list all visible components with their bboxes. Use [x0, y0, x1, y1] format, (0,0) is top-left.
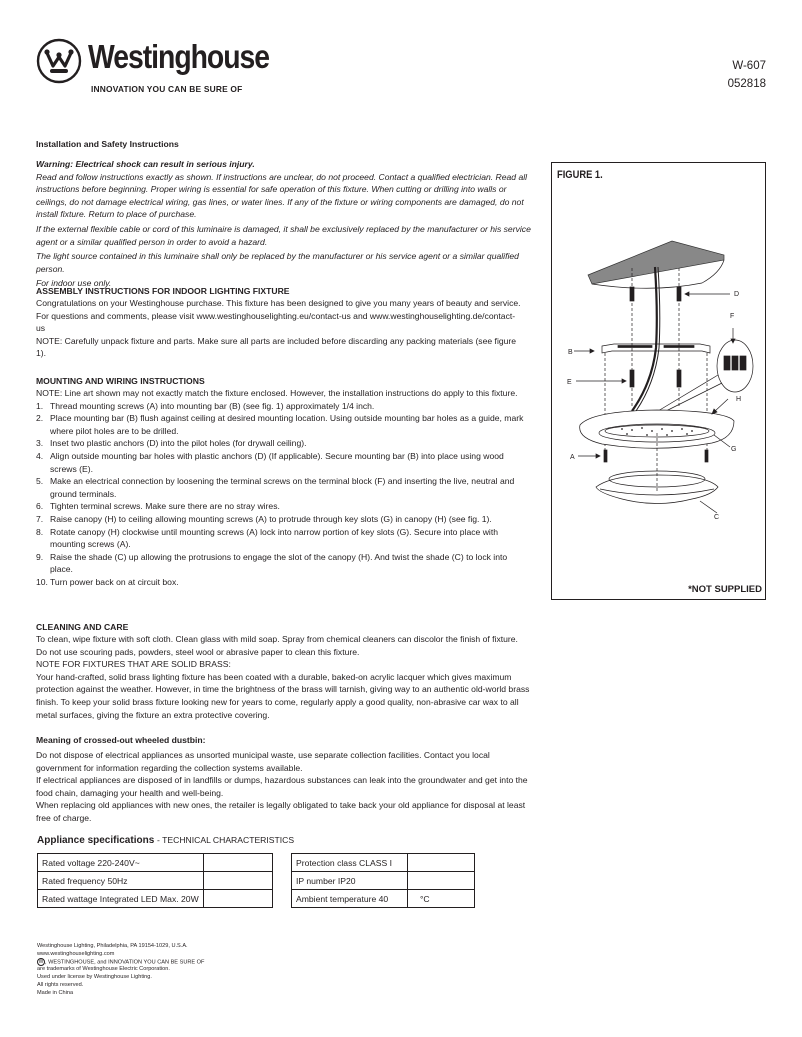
paragraph: When replacing old appliances with new ones, the retailer is legally obligated to take back your old appliance for disposal at least free of charge. [36, 800, 526, 823]
table-row [38, 854, 273, 872]
specs-table-right [291, 853, 475, 908]
spec-value-cell [203, 872, 272, 890]
mounting-screw-icon [705, 450, 708, 462]
spec-cell: Protection class CLASS I [292, 854, 408, 872]
step-text: Tighten terminal screws. Make sure there are no stray wires. [50, 501, 280, 512]
paragraph: The light source contained in this luminaire shall only be replaced by the manufacturer or his service agent or a similar qualified person. [36, 251, 519, 274]
step-number: 8. [36, 526, 44, 537]
step-item [36, 450, 530, 475]
spec-value-cell [408, 872, 475, 890]
paragraph: Do not dispose of electrical appliances as unsorted municipal waste, use separate collection facilities. Contact you local government for information regarding the collection systems available. [36, 750, 490, 773]
wood-screw-icon [630, 370, 634, 387]
table-row [292, 854, 475, 872]
step-text: Raise canopy (H) to ceiling allowing mounting screws (A) to protrude through key slots (G) in canopy (H) (see fig. 1). [50, 513, 492, 524]
westinghouse-logo-icon [36, 38, 82, 84]
paragraph: For indoor use only. [36, 278, 112, 289]
footer-line: Westinghouse Lighting, Philadelphia, PA 19154-1029, U.S.A. [37, 943, 188, 949]
not-supplied-note: *NOT SUPPLIED [688, 584, 762, 595]
step-number: 1. [36, 400, 44, 411]
section-heading: ASSEMBLY INSTRUCTIONS FOR INDOOR LIGHTING FIXTURE [36, 286, 290, 296]
spec-cell: IP number IP20 [292, 872, 408, 890]
model-info [728, 57, 766, 93]
label-b: B [568, 349, 573, 356]
mounting-screw-icon [604, 450, 607, 462]
warning-text: Warning: Electrical shock can result in serious injury. [36, 159, 255, 169]
assembly-section [36, 285, 522, 360]
spec-value-cell [408, 854, 475, 872]
step-number: 9. [36, 551, 44, 562]
footer [37, 942, 204, 997]
step-number: 5. [36, 476, 44, 487]
brand-logo [36, 38, 82, 89]
spec-cell: Rated voltage 220-240V~ [38, 854, 204, 872]
section-heading: CLEANING AND CARE [36, 622, 129, 632]
anchor-icon [677, 287, 681, 301]
step-item [36, 500, 530, 513]
paragraph: To clean, wipe fixture with soft cloth. Clean glass with mild soap. Spray from chemical cleaners can discolor the finish of fixture. Do not use scouring pads, powders, steel wool or abrasive paper to clean this fixture. [36, 634, 518, 657]
step-text: Turn power back on at circuit box. [50, 576, 179, 587]
brand-tagline: INNOVATION YOU CAN BE SURE OF [91, 84, 243, 94]
figure-title: FIGURE 1. [557, 169, 603, 181]
step-text: Rotate canopy (H) clockwise until mounting screws (A) lock into narrow portion of key slots (G). Secure into place with mounting screws (A). [50, 526, 499, 550]
step-item [36, 437, 530, 450]
section-heading: Meaning of crossed-out wheeled dustbin: [36, 735, 206, 745]
step-text: Make an electrical connection by loosening the terminal screws on the terminal block (F) and inserting the live, neutral and ground terminals. [50, 476, 515, 499]
label-e: E [567, 379, 572, 386]
step-text: Place mounting bar (B) flush against ceiling at desired mounting location. Using outside mounting bar holes as a guide, mark where pilot holes are to be drilled. [50, 413, 524, 436]
paragraph: Your hand-crafted, solid brass lighting fixture has been coated with a durable, baked-on acrylic lacquer which gives maximum protection against the weather. However, in time the brightness of the brass will tarnish, giving way to an authentic old-world brass finish. To keep your solid brass fixture looking new for years to come, regularly apply a good quality, non-abrasive car wax to all metal surfaces, giving the fixture an extra protective covering. [36, 671, 530, 720]
step-number: 6. [36, 501, 44, 512]
step-text: Align outside mounting bar holes with plastic anchors (D) (If applicable). Secure mounting bar (B) into place using wood screws (E). [50, 450, 504, 474]
dustbin-section [36, 734, 530, 825]
paragraph: If the external flexible cable or cord of this luminaire is damaged, it shall be exclusively replaced by the manufacturer or his service agent or a similar qualified person in order to avoid a hazard. [36, 223, 531, 247]
label-h: H [736, 396, 742, 403]
footer-line: Made in China [37, 990, 74, 997]
paragraph: Congratulations on your Westinghouse purchase. This fixture has been designed to give you many years of beauty and service. For questions and comments, please visit www.westinghouselighting.eu/contact-us and www.westinghouselighting.de/contact-us [36, 298, 521, 334]
canopy-icon [580, 410, 734, 448]
spec-cell: Rated frequency 50Hz [38, 872, 204, 890]
footer-line: are trademarks of Westinghouse Electric Corporation. [37, 966, 170, 973]
footer-text: , WESTINGHOUSE, and INNOVATION YOU CAN BE SURE OF [45, 959, 205, 966]
steps-list [36, 400, 530, 589]
step-number: 7. [36, 513, 44, 524]
label-a: A [570, 454, 575, 461]
spec-value-cell [203, 854, 272, 872]
westinghouse-mini-logo-icon: W [38, 959, 44, 965]
spec-value-cell [203, 890, 272, 908]
step-number: 3. [36, 438, 44, 449]
section-heading: MOUNTING AND WIRING INSTRUCTIONS [36, 376, 205, 386]
label-g: G [731, 446, 737, 453]
table-row [38, 890, 273, 908]
model-code: 052818 [727, 78, 766, 90]
specs-title: Appliance specifications [37, 835, 155, 846]
step-item [36, 475, 530, 500]
spec-cell [38, 890, 204, 908]
section-heading: Installation and Safety Instructions [36, 139, 179, 149]
footer-line: Used under license by Westinghouse Lighting. [37, 974, 152, 981]
brand-name: Westinghouse [88, 38, 270, 75]
safety-section [36, 138, 536, 290]
step-text: Inset two plastic anchors (D) into the pilot holes (for drywall ceiling). [50, 438, 307, 449]
exploded-fixture-diagram [552, 163, 765, 599]
spec-text: Rated wattage Integrated LED Max. 20W [42, 893, 199, 904]
cleaning-section [36, 621, 530, 721]
table-row [292, 890, 475, 908]
wood-screw-icon [677, 370, 681, 387]
step-number: 4. [36, 450, 44, 461]
paragraph: NOTE: Line art shown may not exactly match the fixture enclosed. However, the installation instructions do apply to this fixture. [36, 388, 518, 398]
mounting-section [36, 375, 530, 589]
anchor-icon [630, 287, 634, 301]
spec-unit-cell: °C [408, 890, 475, 908]
table-row [38, 872, 273, 890]
footer-line: All rights reserved. [37, 982, 84, 989]
step-item [36, 526, 530, 551]
paragraph: NOTE: Carefully unpack fixture and parts. Make sure all parts are included before discarding any packing materials (see figure 1). [36, 335, 517, 359]
step-item [36, 576, 530, 589]
step-text: Raise the shade (C) up allowing the protrusions to engage the slot of the canopy (H). And twist the shade (C) to lock into place. [50, 551, 508, 575]
specs-table-left [37, 853, 273, 908]
step-item [36, 412, 530, 437]
step-number: 2. [36, 413, 44, 424]
label-d: D [734, 291, 740, 298]
label-f: F [730, 313, 735, 320]
step-item [36, 513, 530, 526]
step-item [36, 551, 530, 576]
figure-1-box [551, 162, 766, 600]
label-c: C [714, 514, 720, 521]
specs-subtitle: - TECHNICAL CHARACTERISTICS [157, 835, 295, 845]
model-number: W-607 [732, 60, 766, 72]
step-number: 10. [36, 576, 48, 587]
paragraph: If electrical appliances are disposed of in landfills or dumps, hazardous substances can leak into the groundwater and get into the food chain, damaging your health and well-being. [36, 775, 528, 798]
footer-line: www.westinghouselighting.com [37, 951, 115, 957]
note-heading: NOTE FOR FIXTURES THAT ARE SOLID BRASS: [36, 659, 231, 670]
paragraph: Read and follow instructions exactly as shown. If instructions are unclear, do not proceed. Contact a qualified electrician. Read all instructions before beginning. Proper wiring is essential for safe operation of this fixture. When cutting or drilling into walls or ceilings, do not damage electrical wiring, gas lines, or water lines. If any of the fixture or wiring components are damaged, do not install fixture. Return to place of purchase. [36, 171, 528, 220]
table-row [292, 872, 475, 890]
step-item [36, 400, 530, 413]
step-text: Thread mounting screws (A) into mounting bar (B) (see fig. 1) approximately 1/4 inch. [50, 400, 375, 411]
spec-cell: Ambient temperature 40 [292, 890, 408, 908]
specs-heading [37, 835, 294, 846]
